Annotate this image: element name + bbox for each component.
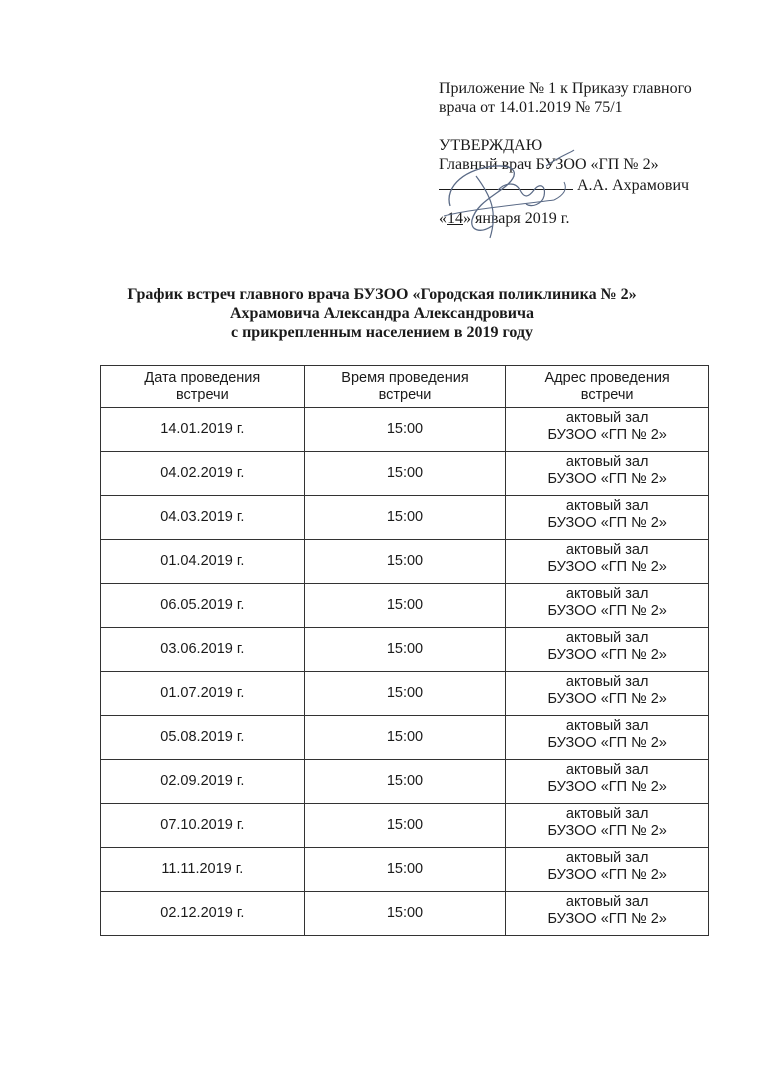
header-address: [506, 366, 709, 408]
header-date-line2: встречи: [175, 386, 229, 403]
signer-name: А.А. Ахрамович: [577, 177, 690, 194]
address-line1: актовый зал: [565, 586, 649, 602]
cell-date: 06.05.2019 г.: [101, 584, 305, 628]
cell-address: [506, 760, 709, 804]
cell-address: [506, 892, 709, 936]
approval-date-rest: » января 2019 г.: [463, 210, 570, 227]
cell-time: 15:00: [304, 540, 506, 584]
cell-address: [506, 452, 709, 496]
header-address-line1: Адрес проведения: [544, 369, 670, 386]
cell-address: [506, 540, 709, 584]
address-line2: БУЗОО «ГП № 2»: [547, 911, 667, 927]
cell-time: 15:00: [304, 848, 506, 892]
header-date-line1: Дата проведения: [144, 369, 261, 386]
cell-date: 02.09.2019 г.: [101, 760, 305, 804]
table-row: [101, 804, 709, 848]
cell-time: 15:00: [304, 760, 506, 804]
cell-address: [506, 408, 709, 452]
cell-time: 15:00: [304, 892, 506, 936]
address-line1: актовый зал: [565, 762, 649, 778]
title-line-3: с прикрепленным населением в 2019 году: [230, 324, 534, 341]
address-line2: БУЗОО «ГП № 2»: [547, 735, 667, 751]
address-line2: БУЗОО «ГП № 2»: [547, 427, 667, 443]
cell-address: [506, 716, 709, 760]
address-line2: БУЗОО «ГП № 2»: [547, 471, 667, 487]
date-open-quote: «: [439, 210, 447, 227]
address-line1: актовый зал: [565, 806, 649, 822]
table-row: [101, 408, 709, 452]
approval-day: 14: [447, 210, 463, 227]
cell-date: 11.11.2019 г.: [101, 848, 305, 892]
table-row: [101, 452, 709, 496]
address-line1: актовый зал: [565, 674, 649, 690]
cell-date: 01.07.2019 г.: [101, 672, 305, 716]
cell-date: 04.03.2019 г.: [101, 496, 305, 540]
approval-date: [439, 209, 749, 228]
header-time-line1: Время проведения: [341, 369, 469, 386]
approve-heading: УТВЕРЖДАЮ: [439, 137, 543, 154]
cell-time: 15:00: [304, 584, 506, 628]
address-line1: актовый зал: [565, 850, 649, 866]
address-line1: актовый зал: [565, 498, 649, 514]
appendix-line-1: Приложение № 1 к Приказу главного: [439, 80, 692, 97]
document-title: [0, 285, 764, 342]
cell-address: [506, 672, 709, 716]
table-header-row: [101, 366, 709, 408]
cell-date: 05.08.2019 г.: [101, 716, 305, 760]
table-row: [101, 848, 709, 892]
cell-date: 07.10.2019 г.: [101, 804, 305, 848]
appendix-line-2: врача от 14.01.2019 № 75/1: [439, 99, 623, 116]
cell-time: 15:00: [304, 716, 506, 760]
address-line1: актовый зал: [565, 630, 649, 646]
cell-date: 01.04.2019 г.: [101, 540, 305, 584]
cell-address: [506, 804, 709, 848]
address-line2: БУЗОО «ГП № 2»: [547, 779, 667, 795]
cell-date: 14.01.2019 г.: [101, 408, 305, 452]
table-row: [101, 760, 709, 804]
address-line2: БУЗОО «ГП № 2»: [547, 867, 667, 883]
title-line-1: График встреч главного врача БУЗОО «Городская поликлиника № 2»: [127, 286, 637, 303]
table-row: [101, 496, 709, 540]
cell-time: 15:00: [304, 452, 506, 496]
cell-time: 15:00: [304, 408, 506, 452]
approval-block: [439, 79, 749, 228]
address-line1: актовый зал: [565, 718, 649, 734]
cell-date: 04.02.2019 г.: [101, 452, 305, 496]
signature-line: [439, 174, 749, 195]
header-time: [304, 366, 506, 408]
address-line2: БУЗОО «ГП № 2»: [547, 647, 667, 663]
table-row: [101, 628, 709, 672]
address-line2: БУЗОО «ГП № 2»: [547, 603, 667, 619]
cell-address: [506, 848, 709, 892]
cell-date: 02.12.2019 г.: [101, 892, 305, 936]
cell-date: 03.06.2019 г.: [101, 628, 305, 672]
address-line2: БУЗОО «ГП № 2»: [547, 559, 667, 575]
cell-time: 15:00: [304, 804, 506, 848]
address-line2: БУЗОО «ГП № 2»: [547, 823, 667, 839]
table-row: [101, 892, 709, 936]
address-line1: актовый зал: [565, 410, 649, 426]
cell-time: 15:00: [304, 628, 506, 672]
signer-position: Главный врач БУЗОО «ГП № 2»: [439, 156, 659, 173]
table-row: [101, 540, 709, 584]
address-line2: БУЗОО «ГП № 2»: [547, 515, 667, 531]
header-date: [101, 366, 305, 408]
address-line1: актовый зал: [565, 894, 649, 910]
header-time-line2: встречи: [378, 386, 432, 403]
cell-address: [506, 496, 709, 540]
table-row: [101, 584, 709, 628]
table-row: [101, 672, 709, 716]
cell-time: 15:00: [304, 496, 506, 540]
table-row: [101, 716, 709, 760]
cell-address: [506, 584, 709, 628]
address-line2: БУЗОО «ГП № 2»: [547, 691, 667, 707]
cell-address: [506, 628, 709, 672]
address-line1: актовый зал: [565, 542, 649, 558]
header-address-line2: встречи: [580, 386, 634, 403]
meeting-schedule-table: [100, 365, 709, 936]
cell-time: 15:00: [304, 672, 506, 716]
signature-blank: [439, 174, 573, 190]
address-line1: актовый зал: [565, 454, 649, 470]
title-line-2: Ахрамовича Александра Александровича: [229, 305, 535, 322]
